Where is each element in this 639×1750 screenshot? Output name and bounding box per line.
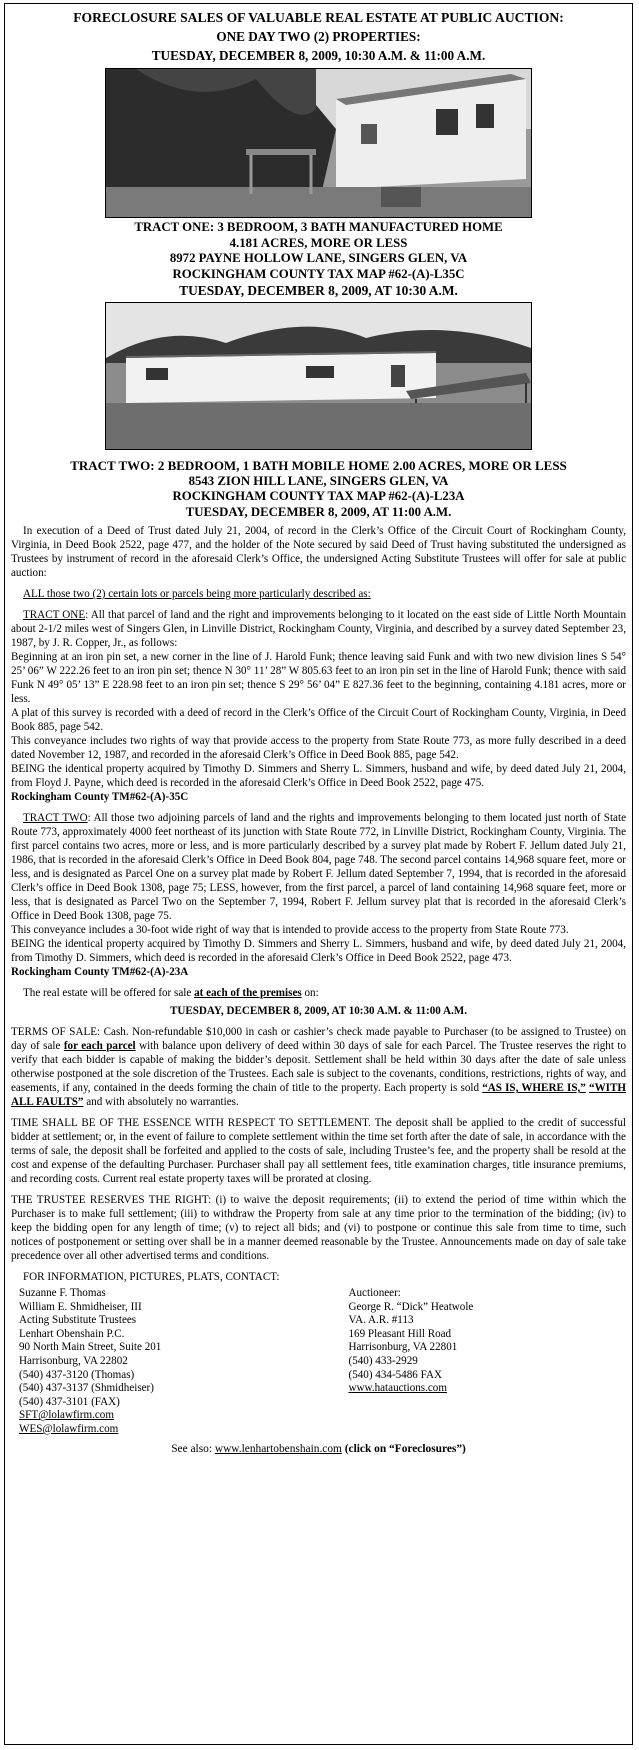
- tract-one-taxmap: ROCKINGHAM COUNTY TAX MAP #62-(A)-L35C: [172, 266, 465, 281]
- terms-with-all-faults: “WITH ALL FAULTS”: [11, 1082, 627, 1108]
- tract-two-tm: Rockingham County TM#62-(A)-23A: [11, 966, 189, 978]
- tract-two-being: BEING the identical property acquired by Timothy D. Simmers and Sherry L. Simmers, husband and wife, by deed dated July 21, 2004, from Timothy D. Simmers, which deed is recorded in the aforesaid Clerk’s Office in Deed Book 2522, page 473.: [11, 938, 626, 964]
- tract-one-acreage: 4.181 ACRES, MORE OR LESS: [229, 235, 408, 250]
- auctioneer-line: George R. “Dick” Heatwole: [348, 1300, 474, 1313]
- tract-one-being: BEING the identical property acquired by Timothy D. Simmers and Sherry L. Simmers, husband and wife, by deed dated July 21, 2004, from Floyd J. Payne, which deed is recorded in the aforesaid Clerk’s Office in Deed Book 2522, page 475.: [11, 763, 626, 789]
- tract-one-heading: TRACT ONE: 3 BEDROOM, 3 BATH MANUFACTURED HOME: [134, 220, 503, 234]
- intro-paragraph: In execution of a Deed of Trust dated July 21, 2004, of record in the Clerk’s Office of the Circuit Court of Rockingham County, Virginia, in Deed Book 2522, page 477, and the holder of the Note secured by said Deed of Trust having substituted the undersigned as Trustees by instrument of record in the aforesaid Clerk’s Office, the undersigned Acting Substitute Trustees will offer for sale at public auction:: [11, 525, 626, 579]
- legal-body: [11, 524, 626, 1284]
- tract-two-label: TRACT TWO: [23, 812, 88, 824]
- tract-one-date: TUESDAY, DECEMBER 8, 2009, AT 10:30 A.M.: [179, 283, 458, 298]
- tract-two-heading: TRACT TWO: 2 BEDROOM, 1 BATH MOBILE HOME 2.00 ACRES, MORE OR LESS: [70, 458, 567, 473]
- tract-two-paragraph: [11, 811, 626, 923]
- email-link-shmidheiser[interactable]: WES@lolawfirm.com: [19, 1422, 119, 1435]
- tract-two-photo: [105, 302, 532, 450]
- terms-c: and with absolutely no warranties.: [83, 1096, 239, 1108]
- auctioneer-line: (540) 433-2929: [348, 1354, 418, 1367]
- all-those-text: ALL those two (2) certain lots or parcels being more particularly described as:: [23, 588, 371, 600]
- ad-subtitle: ONE DAY TWO (2) PROPERTIES:: [216, 29, 421, 44]
- auctioneer-line: 169 Pleasant Hill Road: [348, 1327, 452, 1340]
- terms-b: with balance upon delivery of deed within 30 days of sale for each Parcel. The Trustee reserves the right to verify that each bidder is capable of making the bidder’s deposit. Settlement shall be held within 30 days after the date of sale unless otherwise postponed at the sole discretion of the Trustees. Each sale is subject to the covenants, conditions, restrictions, rights of way, and easements, if any, contained in the deeds forming the chain of title to the property. Each property is sold: [11, 1040, 627, 1094]
- tract-one-tm: Rockingham County TM#62-(A)-35C: [11, 791, 189, 803]
- offered-pre: The real estate will be offered for sale: [23, 987, 195, 999]
- offered-paragraph: [11, 986, 626, 1000]
- tract-two-address: 8543 ZION HILL LANE, SINGERS GLEN, VA: [188, 473, 449, 488]
- tract-two-date: TUESDAY, DECEMBER 8, 2009, AT 11:00 A.M.: [185, 504, 452, 519]
- tract-two-right-of-way: This conveyance includes a 30-foot wide right of way that is intended to provide access to the property from State Route 773.: [11, 924, 569, 936]
- auctioneer-website-link[interactable]: www.hatauctions.com: [348, 1382, 447, 1395]
- auctioneer-line: VA. A.R. #113: [348, 1314, 414, 1327]
- tract-one-photo: [105, 68, 532, 218]
- auctioneer-line: (540) 434-5486 FAX: [348, 1368, 442, 1381]
- terms-as-is: “AS IS, WHERE IS,”: [482, 1082, 586, 1094]
- trustee-line: Suzanne F. Thomas: [19, 1287, 106, 1299]
- all-those-paragraph: [11, 587, 626, 601]
- offered-date: TUESDAY, DECEMBER 8, 2009, AT 10:30 A.M. & 11:00 A.M.: [169, 1005, 468, 1017]
- see-also: [11, 1443, 626, 1455]
- trustee-line: (540) 437-3137 (Shmidheiser): [19, 1382, 154, 1395]
- tract-two-taxmap: ROCKINGHAM COUNTY TAX MAP #62-(A)-L23A: [172, 489, 465, 503]
- firm-website-link[interactable]: www.lenhartobenshain.com: [214, 1442, 342, 1455]
- trustee-line: 90 North Main Street, Suite 201: [19, 1341, 162, 1354]
- terms-of-sale: [11, 1025, 626, 1109]
- tract-one-description: : All that parcel of land and the right and improvements belonging to it located on the east side of Little North Mountain about 2-1/2 miles west of Singers Glen, in Linville District, Rockingham County, Virginia, and described by a survey dated September 23, 1987, by J. R. Copper, Jr., as follows:: [11, 609, 626, 649]
- time-of-essence: TIME SHALL BE OF THE ESSENCE WITH RESPECT TO SETTLEMENT. The deposit shall be applied to the credit of successful bidder at settlement; or, in the event of failure to complete settlement within the time set forth after the date of sale, in accordance with the terms of sale, the deposit shall be forfeited and applied to the costs of sale, including Trustee’s fee, and the property shall be resold at the cost and expense of the defaulting Purchaser. Purchaser shall pay all settlement fees, title examination charges, title insurance premiums, and recording costs. Current real estate property taxes will be prorated at closing.: [11, 1117, 626, 1185]
- contacts: [11, 1287, 626, 1437]
- tract-one-metes-bounds: Beginning at an iron pin set, a new corner in the line of J. Harold Funk; thence leaving said Funk and with two new division lines S 54° 25’ 06” W 222.26 feet to an iron pin set; thence N 30° 11’ 28” W 805.63 feet to an iron pin set in the line of Harold Funk; thence with said Funk N 49° 05’ 13” E 228.98 feet to an iron pin set; thence S 29° 56’ 04” E 827.36 feet to the beginning, containing 4.181 acres, more or less.: [11, 651, 626, 705]
- trustee-contact: [11, 1287, 297, 1437]
- trustee-line: (540) 437-3101 (FAX): [19, 1395, 120, 1408]
- email-link-thomas[interactable]: SFT@lolawfirm.com: [19, 1409, 114, 1422]
- trustee-line: (540) 437-3120 (Thomas): [19, 1368, 135, 1381]
- tract-two-description: : All those two adjoining parcels of land and the rights and improvements belonging to them located just north of State Route 773, approximately 4000 feet northeast of its junction with State Route 772, in Linville District, Rockingham County, Virginia. The first parcel contains two acres, more or less, and is more particularly described by a survey plat made by Robert F. Jellum dated July 21, 1986, that is recorded in the aforesaid Clerk’s Office in Deed Book 804, page 748. The second parcel contains 14,968 square feet, more or less, and is designated as Parcel One on a survey plat made by Robert F. Jellum dated September 7, 1994, that is recorded in the aforesaid Clerk’s office in Deed Book 1308, page 75; LESS, however, from the first parcel, a parcel of land containing 14,968 square feet, more or less, that is designated as Parcel Two on the September 7, 1994, Robert F. Jellum survey plat that is recorded in the aforesaid Clerk’s Office in Deed Book 1308, page 75.: [11, 812, 626, 922]
- ad-title: FORECLOSURE SALES OF VALUABLE REAL ESTATE AT PUBLIC AUCTION:: [73, 10, 564, 25]
- tract-one-plat: A plat of this survey is recorded with a deed of record in the Clerk’s Office of the Circuit Court of Rockingham County, Virginia, in Deed Book 885, page 542.: [11, 707, 626, 733]
- terms-each-parcel: for each parcel: [63, 1040, 136, 1052]
- tract-one-rights-of-way: This conveyance includes two rights of way that provide access to the property from State Route 773, as more fully described in a deed dated November 12, 1987, and recorded in the aforesaid Clerk’s Office in Deed Book 885, page 542.: [11, 735, 626, 761]
- trustee-line: William E. Shmidheiser, III: [19, 1300, 142, 1313]
- see-also-suffix: (click on “Foreclosures”): [341, 1442, 466, 1455]
- tract-one-label: TRACT ONE: [23, 609, 86, 621]
- trustee-reserves: THE TRUSTEE RESERVES THE RIGHT: (i) to waive the deposit requirements; (ii) to extend the period of time within which the Purchaser is to make full settlement; (iii) to withdraw the Property from sale at any time prior to the termination of the bidding; (iv) to keep the bidding open for any length of time; (v) to reject all bids; and (vi) to postpone or continue this sale from time to time, such notices of postponement or setting over shall be in a manner deemed reasonable by the Trustee. Announcements made on day of sale take precedence over all other advertised terms and conditions.: [11, 1194, 626, 1262]
- auctioneer-line: Harrisonburg, VA 22801: [348, 1341, 458, 1354]
- contact-heading: FOR INFORMATION, PICTURES, PLATS, CONTACT:: [23, 1271, 280, 1283]
- trustee-line: Harrisonburg, VA 22802: [19, 1354, 128, 1367]
- tract-one-paragraph: [11, 608, 626, 650]
- foreclosure-ad: [4, 3, 633, 1745]
- auctioneer-line: Auctioneer:: [348, 1287, 401, 1299]
- offered-post: on:: [301, 987, 319, 999]
- trustee-line: Lenhart Obenshain P.C.: [19, 1327, 125, 1340]
- trustee-line: Acting Substitute Trustees: [19, 1314, 137, 1327]
- terms-a: TERMS OF SALE: Cash. Non-refundable $10,000 in cash or cashier’s check made payable to Purchaser (to be assigned to Trustee) on day of sale: [11, 1026, 626, 1052]
- tract-one-address: 8972 PAYNE HOLLOW LANE, SINGERS GLEN, VA: [169, 251, 468, 265]
- see-also-prefix: See also:: [171, 1442, 215, 1455]
- ad-date: TUESDAY, DECEMBER 8, 2009, 10:30 A.M. & 11:00 A.M.: [151, 48, 486, 63]
- auctioneer-contact: [297, 1287, 627, 1437]
- offered-premises: at each of the premises: [194, 987, 302, 999]
